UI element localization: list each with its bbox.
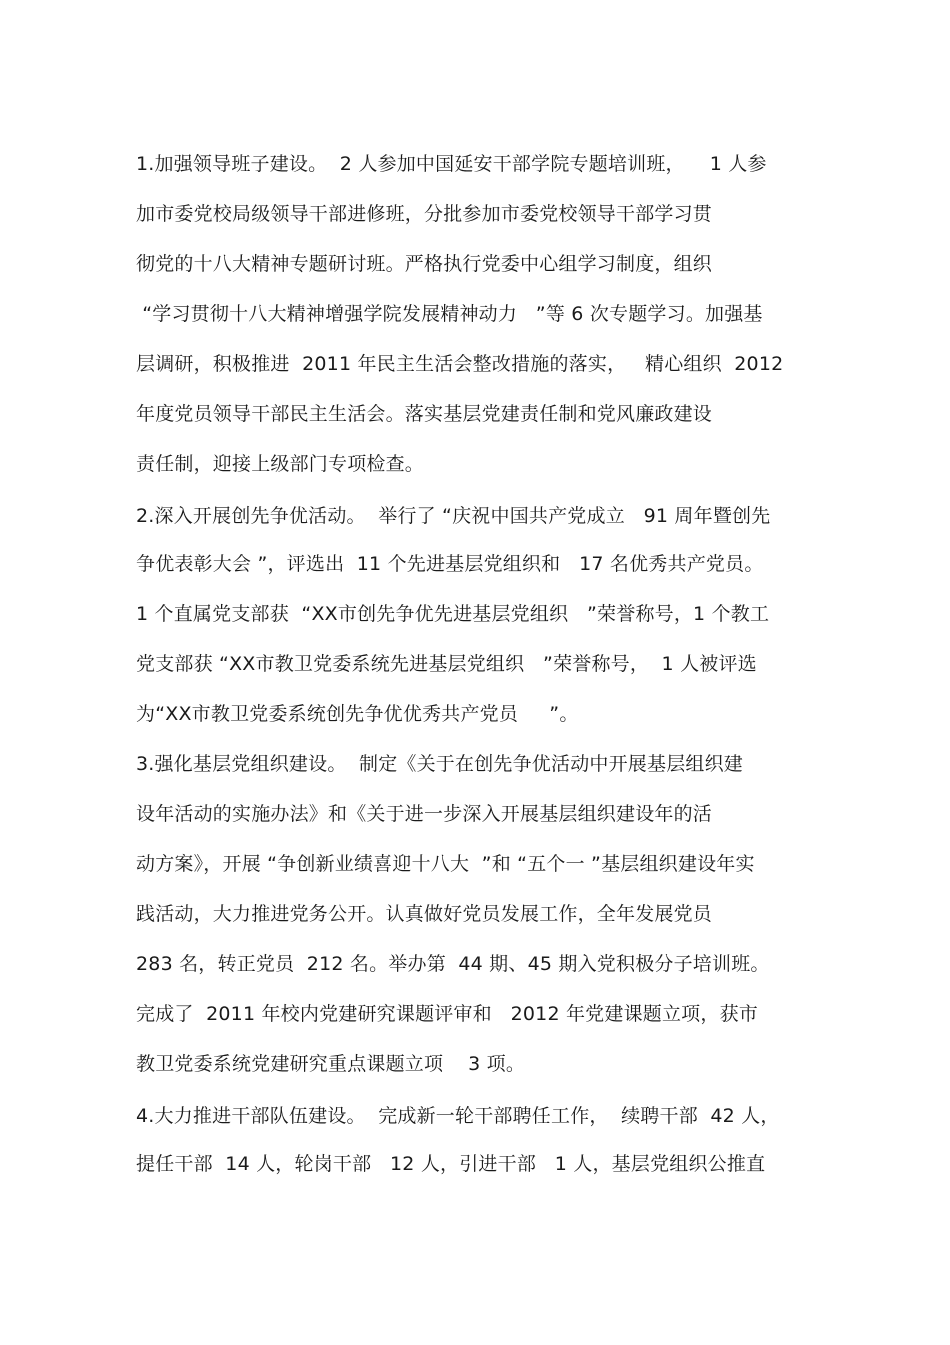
text-line: 党支部获 “XX市教卫党委系统先进基层党组织 ”荣誉称号， 1 人被评选 bbox=[136, 653, 757, 675]
text-line: 1.加强领导班子建设。 2 人参加中国延安干部学院专题培训班， 1 人参 bbox=[136, 153, 767, 175]
text-line: 层调研，积极推进 2011 年民主生活会整改措施的落实， 精心组织 2012 bbox=[136, 353, 784, 375]
text-line: 2.深入开展创先争优活动。 举行了 “庆祝中国共产党成立 91 周年暨创先 bbox=[136, 505, 771, 527]
text-line: 彻党的十八大精神专题研讨班。严格执行党委中心组学习制度，组织 bbox=[136, 253, 713, 275]
text-line: “学习贯彻十八大精神增强学院发展精神动力 ”等 6 次专题学习。加强基 bbox=[136, 303, 763, 325]
text-line: 践活动，大力推进党务公开。认真做好党员发展工作，全年发展党员 bbox=[136, 903, 713, 925]
text-line: 为“XX市教卫党委系统创先争优优秀共产党员 ”。 bbox=[136, 703, 579, 725]
text-line: 教卫党委系统党建研究重点课题立项 3 项。 bbox=[136, 1053, 526, 1075]
text-line: 责任制，迎接上级部门专项检查。 bbox=[136, 453, 425, 475]
text-line: 完成了 2011 年校内党建研究课题评审和 2012 年党建课题立项，获市 bbox=[136, 1003, 758, 1025]
text-line: 设年活动的实施办法》和《关于进一步深入开展基层组织建设年的活 bbox=[136, 803, 713, 825]
text-line: 年度党员领导干部民主生活会。落实基层党建责任制和党风廉政建设 bbox=[136, 403, 713, 425]
text-line: 动方案》，开展 “争创新业绩喜迎十八大 ”和 “五个一 ”基层组织建设年实 bbox=[136, 853, 755, 875]
text-line: 加市委党校局级领导干部进修班，分批参加市委党校领导干部学习贯 bbox=[136, 203, 713, 225]
text-line: 3.强化基层党组织建设。 制定《关于在创先争优活动中开展基层组织建 bbox=[136, 753, 744, 775]
text-line: 1 个直属党支部获 “XX市创先争优先进基层党组织 ”荣誉称号，1 个教工 bbox=[136, 603, 770, 625]
text-line: 4.大力推进干部队伍建设。 完成新一轮干部聘任工作， 续聘干部 42 人， bbox=[136, 1105, 780, 1127]
text-line: 283 名，转正党员 212 名。举办第 44 期、45 期入党积极分子培训班。 bbox=[136, 953, 770, 975]
text-line: 争优表彰大会 ”，评选出 11 个先进基层党组织和 17 名优秀共产党员。 bbox=[136, 553, 764, 575]
text-line: 提任干部 14 人，轮岗干部 12 人，引进干部 1 人，基层党组织公推直 bbox=[136, 1153, 766, 1175]
